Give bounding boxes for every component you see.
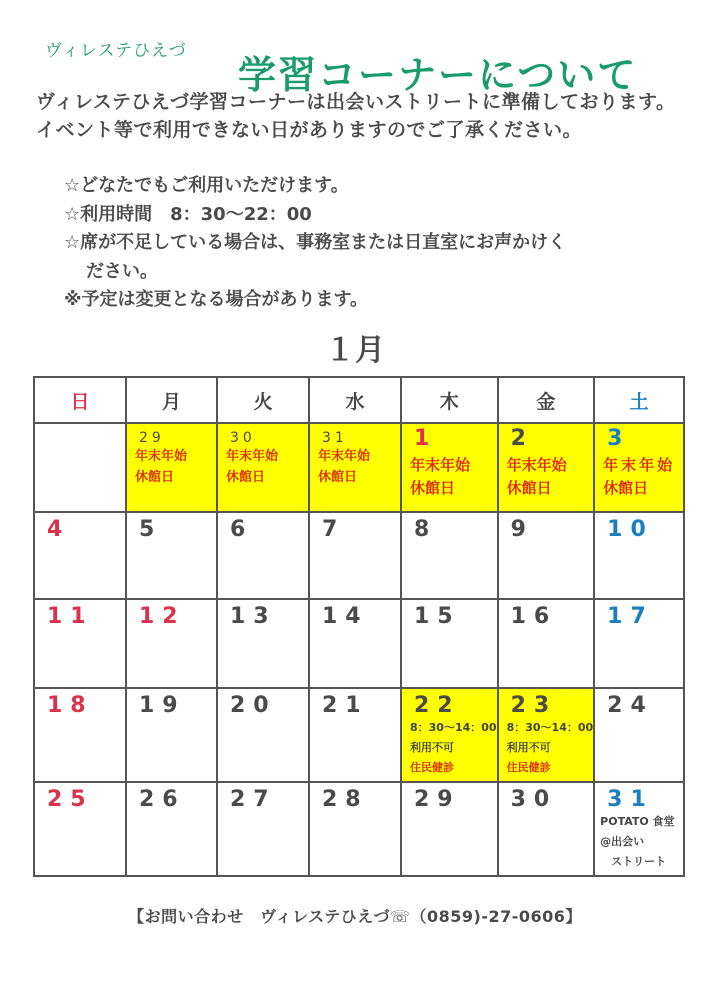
day-cell [309, 782, 401, 876]
weekday-thu: 木 [401, 377, 498, 423]
day-number: 7 [322, 517, 346, 542]
event-note: @出会い [600, 835, 645, 848]
day-cell [401, 423, 498, 512]
day-cell [498, 782, 595, 876]
day-cell [126, 512, 217, 599]
day-number: 6 [230, 517, 254, 542]
day-number: 1 [414, 426, 438, 451]
day-number: 23 [510, 693, 558, 718]
event-note: POTATO 食堂 [600, 815, 675, 828]
day-number: 22 [414, 693, 461, 718]
closure-note: 年末年始 [603, 456, 676, 474]
day-number: 19 [139, 693, 186, 718]
note-item: ※予定は変更となる場合があります。 [64, 289, 369, 310]
week-row [34, 782, 684, 876]
day-number: 20 [230, 693, 277, 718]
week-row [34, 423, 684, 512]
day-cell [498, 512, 595, 599]
day-cell [401, 599, 498, 688]
day-number: 2 [510, 426, 534, 451]
day-number: 3 [607, 426, 631, 451]
day-number: 26 [139, 787, 186, 812]
day-number: 21 [322, 693, 369, 718]
day-cell [498, 599, 595, 688]
day-number: 25 [47, 787, 94, 812]
day-number: 13 [230, 604, 277, 629]
intro-text: ヴィレステひえづ学習コーナーは出会いストリートに準備しております。イベント等で利用できない日がありますのでご了承ください。 [36, 91, 676, 141]
day-cell [401, 688, 498, 782]
day-cell [217, 599, 309, 688]
day-cell [309, 599, 401, 688]
day-cell [34, 688, 126, 782]
day-cell [309, 423, 401, 512]
note-item: ☆席が不足している場合は、事務室または日直室にお声かけく [64, 232, 567, 253]
closure-note: 休館日 [603, 479, 649, 497]
page-title: 学習コーナーについて [238, 53, 638, 97]
month-title: １月 [325, 333, 385, 368]
note-item: ☆どなたでもご利用いただけます。 [64, 175, 349, 196]
day-cell [126, 423, 217, 512]
day-cell [401, 512, 498, 599]
weekday-wed: 水 [309, 377, 401, 423]
week-row [34, 688, 684, 782]
day-number: 30 [230, 430, 256, 446]
notes-list [64, 172, 566, 315]
event-note: ストリート [600, 855, 667, 868]
note-item: ださい。 [86, 260, 158, 282]
day-number: 30 [510, 787, 558, 812]
day-cell [217, 688, 309, 782]
calendar-grid [33, 376, 685, 877]
day-cell [126, 688, 217, 782]
time-note: 8：30～14：00 [410, 721, 497, 734]
day-number: 14 [322, 604, 369, 629]
closure-note: 年末年始 [135, 449, 188, 464]
closure-note: 年末年始 [410, 456, 471, 474]
day-number: 8 [414, 517, 438, 542]
brand-name: ヴィレステひえづ [45, 41, 187, 61]
day-cell [34, 782, 126, 876]
day-number: 12 [139, 604, 186, 629]
weekday-sun: 日 [34, 377, 126, 423]
closure-note: 休館日 [410, 479, 456, 497]
day-cell [498, 423, 595, 512]
day-cell [594, 512, 684, 599]
day-number: 15 [414, 604, 461, 629]
closure-note: 休館日 [135, 470, 175, 485]
day-number: 31 [322, 430, 348, 446]
day-cell [217, 423, 309, 512]
day-number: 16 [510, 604, 558, 629]
day-number: 10 [607, 517, 654, 542]
weekday-tue: 火 [217, 377, 309, 423]
day-cell [309, 512, 401, 599]
day-cell [594, 688, 684, 782]
event-note: 住民健診 [506, 761, 551, 774]
closure-note: 休館日 [318, 470, 358, 485]
day-cell [594, 782, 684, 876]
day-cell [126, 782, 217, 876]
day-cell [594, 599, 684, 688]
day-cell [34, 512, 126, 599]
closure-note: 年末年始 [226, 449, 279, 464]
day-cell [217, 782, 309, 876]
day-number: 11 [47, 604, 94, 629]
status-note: 利用不可 [506, 741, 551, 754]
closure-note: 年末年始 [318, 449, 371, 464]
day-number: 27 [230, 787, 277, 812]
note-item: ☆利用時間 8：30～22：00 [64, 203, 312, 225]
day-number: 4 [47, 517, 71, 542]
day-number: 24 [607, 693, 654, 718]
weekday-mon: 月 [126, 377, 217, 423]
closure-note: 休館日 [226, 470, 266, 485]
weekday-sat: 土 [594, 377, 684, 423]
status-note: 利用不可 [410, 741, 454, 754]
day-cell-empty [34, 423, 126, 512]
day-number: 28 [322, 787, 369, 812]
week-row [34, 512, 684, 599]
time-note: 8：30～14：00 [506, 721, 594, 734]
day-cell [126, 599, 217, 688]
day-number: 29 [139, 430, 165, 446]
event-note: 住民健診 [410, 761, 454, 774]
closure-note: 休館日 [506, 479, 552, 497]
day-number: 9 [510, 517, 534, 542]
day-number: 18 [47, 693, 94, 718]
day-number: 29 [414, 787, 461, 812]
day-number: 31 [607, 787, 654, 812]
contact-info: 【お問い合わせ ヴィレステひえづ☏（0859)-27-0606】 [128, 907, 582, 926]
day-cell [217, 512, 309, 599]
day-cell [34, 599, 126, 688]
day-cell [401, 782, 498, 876]
week-row [34, 599, 684, 688]
day-cell [498, 688, 595, 782]
day-cell [594, 423, 684, 512]
day-number: 5 [139, 517, 163, 542]
weekday-header-row [34, 377, 684, 423]
day-cell [309, 688, 401, 782]
day-number: 17 [607, 604, 654, 629]
closure-note: 年末年始 [506, 456, 567, 474]
weekday-fri: 金 [498, 377, 595, 423]
